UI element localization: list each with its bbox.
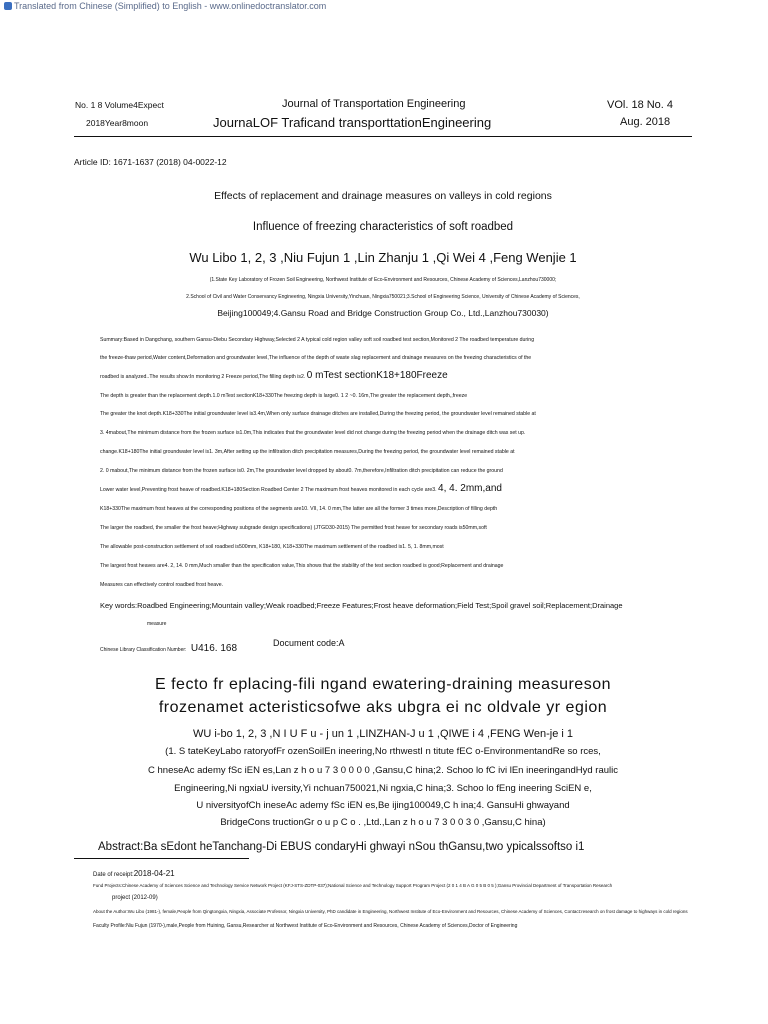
summary-line: Lower water level,Preventing frost heave of roadbed.K18+180Section Roadbed Center 2 The maximum frost heaves monitored in each cycle are3. 4, 4. 2mm,and (100, 483, 502, 494)
summary-line: 3. 4mabout,The minimum distance from the frozen surface is1.0m,This indicates that the groundwater level did not change during the freezing period when the drainage ditch was set up. (100, 430, 526, 436)
authors-cn: Wu Libo 1, 2, 3 ,Niu Fujun 1 ,Lin Zhanju 1 ,Qi Wei 4 ,Feng Wenjie 1 (189, 250, 577, 265)
article-id-label: Article ID: (74, 157, 111, 167)
keywords-continued: measure (147, 621, 167, 627)
faculty-profile: Faculty Profile:Niu Fujun (1970-),male,People from Huining, Gansu,Researcher at Northwest Institute of Eco-Environment and Resources, Chinese Academy of Sciences,Doctor of Engineering (93, 923, 518, 929)
affiliation-cn-1: (1.State Key Laboratory of Frozen Soil Engineering, Northwest Institute of Eco-Environment and Resources, Chinese Academy of Sciences,Lanzhou730000; (209, 277, 557, 283)
journal-name-en: JournaLOF Traficand transporttationEngineering (213, 115, 492, 130)
affiliation-en-1: (1. S tateKeyLabo ratoryofFr ozenSoilEn ineering,No rthwestI n titute fEC o-EnvironmentandRe so rces, (165, 746, 601, 757)
affiliation-cn-2: 2.School of Civil and Water Conservancy Engineering, Ningxia University,Yinchuan, Ningxia750021;3.School of Engineering Science, University of Chinese Academy of Sciences, (186, 294, 580, 300)
translator-bar[interactable] (0, 0, 768, 14)
affiliation-en-5: BridgeCons tructionGr o u p C o . ,Ltd.,Lan z h o u 7 3 0 0 3 0 ,Gansu,C hina) (220, 817, 546, 828)
summary-line: the freeze-thaw period,Water content,Deformation and groundwater level,The influence of the depth of waste slag replacement and drainage measures on the freezing characteristics of the (100, 355, 532, 361)
clc-label: Chinese Library Classification Number: (100, 647, 187, 653)
clc-value: U416. 168 (190, 643, 238, 654)
summary-line: 2. 0 mabout,The minimum distance from the frozen surface is0. 2m,The groundwater level dropped by about0. 7m,therefore,Infiltration ditch precipitation can reduce the ground (100, 468, 503, 474)
summary-line: change.K18+180The initial groundwater level is1. 3m,After setting up the infiltration ditch precipitation measures,During the freezing period, the groundwater level remained stable at (100, 449, 515, 455)
date-en: Aug. 2018 (620, 116, 671, 128)
title-en-line1: E fecto fr eplacing-fili ngand ewatering-draining measureson (154, 676, 611, 693)
fund-projects: Fund Projects:Chinese Academy of Sciences Science and Technology Service Network Project (KFJ-STS-ZDTP-037);National Science and Technology Support Program Project (2 0 1 4 B A G 0 5 B 0 5 );Gansu Provincial Department of Transportation Research (93, 883, 613, 888)
summary-line: The greater the knot depth.K18+330The initial groundwater level is3.4m,When only surface drainage ditches are installed,During the freezing period, the groundwater level remained stable at (100, 411, 536, 417)
summary-line: The depth is greater than the replacement depth.1.0 mTest sectionK18+330The freezing depth is large0. 1 2 ~0. 16m,The greater the replacement depth,,freeze (100, 393, 468, 399)
title-cn-line1: Effects of replacement and drainage measures on valleys in cold regions (214, 190, 552, 202)
journal-name-cn: Journal of Transportation Engineering (282, 98, 466, 110)
volume-issue-en: VOl. 18 No. 4 (607, 99, 674, 111)
affiliation-cn-3: Beijing100049;4.Gansu Road and Bridge Construction Group Co., Ltd.,Lanzhou730030) (217, 308, 549, 318)
affiliation-en-3: Engineering,Ni ngxiaU iversity,Yi nchuan750021,Ni ngxia,C hina;3. Schoo lo fEng ineering SciEN e, (174, 783, 592, 794)
receipt-value: 2018-04-21 (133, 869, 175, 878)
volume-issue-cn: No. 1 8 Volume4Expect (75, 100, 164, 110)
fund-projects-continued: project (2012-09) (112, 895, 158, 901)
summary-line: The largest frost heaves are4. 2, 14. 0 mm,Much smaller than the specification value,This shows that the stability of the test section roadbed is good;Replacement and drainage (100, 563, 504, 569)
receipt-label: Date of receipt: (93, 872, 134, 878)
authors-en: WU i-bo 1, 2, 3 ,N I U F u - j un 1 ,LINZHAN-J u 1 ,QIWE i 4 ,FENG Wen-je i 1 (192, 728, 573, 740)
translator-logo-icon (4, 2, 12, 10)
document-code: Document code:A (273, 638, 345, 648)
about-author: About the Author:Wu Libo (1981-), female,People from Qingtongxia, Ningxia, Associate Professor, Ningxia University, PhD candidate in Engineering, Northwest Institute of Eco-Environment and Resources, Chinese Academy of Sciences, Contact:research on frost damage to highways in cold regions (93, 909, 688, 914)
article-id (74, 157, 227, 167)
affiliation-en-4: U niversityofCh ineseAc ademy fSc iEN es,Be ijing100049,C h ina;4. GansuHi ghwayand (196, 800, 570, 811)
header-rule (74, 136, 692, 137)
summary-line: K18+330The maximum frost heaves at the corresponding positions of the segments are10. VII, 14. 0 mm,The latter are all the former 3 times more,Description of filling depth (100, 506, 498, 512)
receipt-date (93, 869, 175, 878)
summary-line: Summary:Based in Dangchang, southern Gansu-Diebu Secondary Highway,Selected 2 A typical cold region valley soft soil roadbed test section,Monitored 2 The roadbed temperature during (100, 337, 535, 343)
footnote-rule (74, 858, 249, 859)
summary-line: The allowable post-construction settlement of soil roadbed is500mm, K18+180, K18+330The maximum settlement of the roadbed is1. 5, 1. 8mm,most (100, 544, 444, 550)
summary-line: The larger the roadbed, the smaller the frost heave;Highway subgrade design specifications) (JTGD30-2015) The permitted frost heave for secondary roads is50mm,soft (100, 525, 487, 531)
keywords: Key words:Roadbed Engineering;Mountain valley;Weak roadbed;Freeze Features;Frost heave deformation;Field Test;Spoil gravel soil;Replacement;Drainage (100, 601, 623, 610)
article-id-value: 1671-1637 (2018) 04-0022-12 (113, 157, 227, 167)
title-cn-line2: Influence of freezing characteristics of soft roadbed (252, 221, 514, 233)
title-en-line2: frozenamet acteristicsofwe aks ubgra ei nc oldvale yr egion (158, 699, 608, 716)
affiliation-en-2: C hneseAc ademy fSc iEN es,Lan z h o u 7 3 0 0 0 0 ,Gansu,C hina;2. Schoo lo fC ivi lEn ineeringandHyd raulic (148, 765, 618, 776)
abstract-en: Abstract:Ba sEdont heTanchang-Di EBUS condaryHi ghwayi nSou thGansu,two ypicalssoftso i1 (98, 841, 585, 853)
classification-row (100, 638, 237, 656)
summary-line: Measures can effectively control roadbed frost heave. (100, 582, 224, 588)
translator-bar-text[interactable]: Translated from Chinese (Simplified) to English - www.onlinedoctranslator.com (14, 1, 327, 11)
summary-line: roadbed is analyzed..The results show:In monitoring 2 Freeze period,The filling depth is2. 0 mTest sectionK18+180Freeze (100, 370, 448, 381)
date-cn: 2018Year8moon (86, 118, 149, 128)
